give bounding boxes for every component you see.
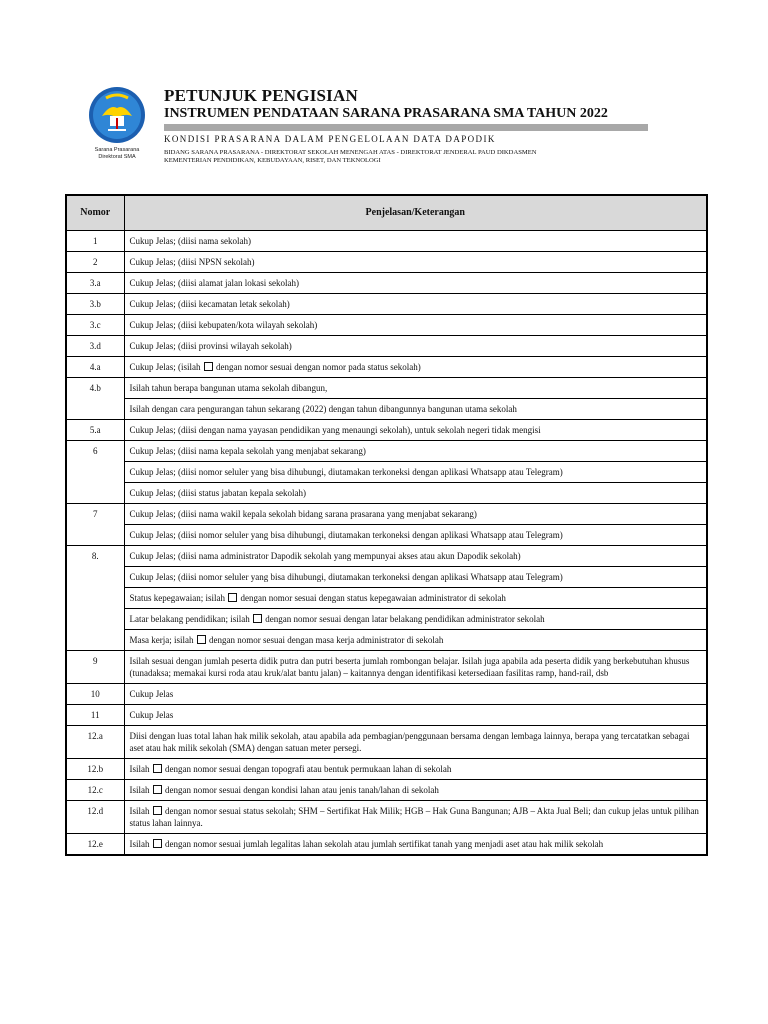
table-row	[66, 705, 707, 726]
row-number: 4.b	[66, 378, 124, 420]
row-description: Isilah dengan cara pengurangan tahun sekarang (2022) dengan tahun dibangunnya bangunan utama sekolah	[124, 399, 707, 420]
table-row	[66, 441, 707, 462]
row-number: 3.b	[66, 294, 124, 315]
table-row	[66, 420, 707, 441]
row-description: Latar belakang pendidikan; isilah dengan nomor sesuai dengan latar belakang pendidikan administrator sekolah	[124, 609, 707, 630]
row-description: Cukup Jelas; (diisi nomor seluler yang bisa dihubungi, diutamakan terkoneksi dengan aplikasi Whatsapp atau Telegram)	[124, 462, 707, 483]
row-description: Cukup Jelas; (isilah dengan nomor sesuai dengan nomor pada status sekolah)	[124, 357, 707, 378]
logo-caption-line1: Sarana Prasarana	[94, 147, 140, 153]
table-row	[66, 759, 707, 780]
table-row	[66, 684, 707, 705]
table-row	[66, 726, 707, 759]
row-description: Status kepegawaian; isilah dengan nomor sesuai dengan status kepegawaian administrator di sekolah	[124, 588, 707, 609]
row-description: Masa kerja; isilah dengan nomor sesuai dengan masa kerja administrator di sekolah	[124, 630, 707, 651]
row-number: 6	[66, 441, 124, 504]
logo	[86, 86, 148, 161]
table-row	[66, 294, 707, 315]
checkbox-square-icon	[153, 785, 162, 794]
table-row	[66, 567, 707, 588]
table-row	[66, 462, 707, 483]
table-row	[66, 378, 707, 399]
row-number: 5.a	[66, 420, 124, 441]
table-row	[66, 357, 707, 378]
table-row	[66, 273, 707, 294]
table-body	[66, 231, 707, 856]
row-description: Diisi dengan luas total lahan hak milik sekolah, atau apabila ada pembagian/penggunaan bersama dengan lembaga lainnya, berapa yang tercatatkan sebagai aset atau hak milik sekolah (SMA) dengan satuan meter persegi.	[124, 726, 707, 759]
table-row	[66, 336, 707, 357]
checkbox-square-icon	[153, 839, 162, 848]
header-nomor: Nomor	[66, 195, 124, 231]
meta-line3: KEMENTERIAN PENDIDIKAN, KEBUDAYAAN, RISET, DAN TEKNOLOGI	[164, 156, 381, 164]
checkbox-square-icon	[153, 806, 162, 815]
row-description: Isilah dengan nomor sesuai dengan topografi atau bentuk permukaan lahan di sekolah	[124, 759, 707, 780]
row-description: Isilah tahun berapa bangunan utama sekolah dibangun,	[124, 378, 707, 399]
meta-line2: BIDANG SARANA PRASARANA - DIREKTORAT SEKOLAH MENENGAH ATAS - DIREKTORAT JENDERAL PAUD DIKDASMEN	[164, 149, 537, 156]
table-header-row	[66, 195, 707, 231]
table-row	[66, 546, 707, 567]
table-row	[66, 315, 707, 336]
page-subtitle: INSTRUMEN PENDATAAN SARANA PRASARANA SMA TAHUN 2022	[164, 106, 608, 121]
row-number: 7	[66, 504, 124, 546]
row-description: Cukup Jelas; (diisi kecamatan letak sekolah)	[124, 294, 707, 315]
table-row	[66, 588, 707, 609]
row-description: Cukup Jelas; (diisi nama wakil kepala sekolah bidang sarana prasarana yang menjabat sekarang)	[124, 504, 707, 525]
checkbox-square-icon	[204, 362, 213, 371]
table-row	[66, 483, 707, 504]
row-description: Cukup Jelas; (diisi nama administrator Dapodik sekolah yang mempunyai akses atau akun Dapodik sekolah)	[124, 546, 707, 567]
table-row	[66, 630, 707, 651]
row-description: Cukup Jelas; (diisi alamat jalan lokasi sekolah)	[124, 273, 707, 294]
table-row	[66, 834, 707, 856]
tut-wuri-handayani-logo-icon	[88, 86, 146, 144]
row-description: Cukup Jelas	[124, 705, 707, 726]
logo-caption-line2: Direktorat SMA	[98, 154, 136, 160]
row-number: 2	[66, 252, 124, 273]
row-description: Cukup Jelas; (diisi nama sekolah)	[124, 231, 707, 252]
table-row	[66, 525, 707, 546]
row-description: Cukup Jelas; (diisi kebupaten/kota wilayah sekolah)	[124, 315, 707, 336]
row-description: Isilah dengan nomor sesuai dengan kondisi lahan atau jenis tanah/lahan di sekolah	[124, 780, 707, 801]
row-number: 1	[66, 231, 124, 252]
checkbox-square-icon	[153, 764, 162, 773]
row-description: Cukup Jelas; (diisi nomor seluler yang bisa dihubungi, diutamakan terkoneksi dengan aplikasi Whatsapp atau Telegram)	[124, 567, 707, 588]
row-number: 3.a	[66, 273, 124, 294]
row-number: 12.d	[66, 801, 124, 834]
checkbox-square-icon	[253, 614, 262, 623]
row-number: 3.d	[66, 336, 124, 357]
table-row	[66, 651, 707, 684]
row-description: Cukup Jelas; (diisi nama kepala sekolah yang menjabat sekarang)	[124, 441, 707, 462]
table-row	[66, 609, 707, 630]
table-row	[66, 231, 707, 252]
row-number: 3.c	[66, 315, 124, 336]
meta-line1: KONDISI PRASARANA DALAM PENGELOLAAN DATA DAPODIK	[164, 134, 496, 144]
row-description: Cukup Jelas; (diisi status jabatan kepala sekolah)	[124, 483, 707, 504]
row-number: 4.a	[66, 357, 124, 378]
row-number: 11	[66, 705, 124, 726]
instructions-table	[65, 194, 708, 856]
row-number: 12.e	[66, 834, 124, 856]
row-description: Isilah sesuai dengan jumlah peserta didik putra dan putri beserta jumlah rombongan belajar. Isilah juga apabila ada peserta didik yang berkebutuhan khusus (tunadaksa; memakai kursi roda atau kruk/alat bantu jalan) – kaitannya dengan identifikasi ketersediaan fasilitas ramp, hand-rail, dsb	[124, 651, 707, 684]
row-description: Cukup Jelas; (diisi NPSN sekolah)	[124, 252, 707, 273]
meta-block	[164, 149, 537, 164]
table-row	[66, 780, 707, 801]
row-description: Cukup Jelas; (diisi provinsi wilayah sekolah)	[124, 336, 707, 357]
row-description: Isilah dengan nomor sesuai status sekolah; SHM – Sertifikat Hak Milik; HGB – Hak Guna Bangunan; AJB – Akta Jual Beli; dan cukup jelas untuk pilihan status lahan lainnya.	[124, 801, 707, 834]
logo-caption	[86, 147, 148, 161]
table-row	[66, 801, 707, 834]
table-row	[66, 504, 707, 525]
page-title: PETUNJUK PENGISIAN	[164, 86, 358, 105]
header-keterangan: Penjelasan/Keterangan	[124, 195, 707, 231]
row-description: Cukup Jelas; (diisi nomor seluler yang bisa dihubungi, diutamakan terkoneksi dengan aplikasi Whatsapp atau Telegram)	[124, 525, 707, 546]
row-description: Isilah dengan nomor sesuai jumlah legalitas lahan sekolah atau jumlah sertifikat tanah yang menjadi aset atau hak milik sekolah	[124, 834, 707, 856]
row-number: 10	[66, 684, 124, 705]
checkbox-square-icon	[197, 635, 206, 644]
row-number: 12.b	[66, 759, 124, 780]
row-number: 12.a	[66, 726, 124, 759]
table-row	[66, 399, 707, 420]
row-description: Cukup Jelas; (diisi dengan nama yayasan pendidikan yang menaungi sekolah), untuk sekolah negeri tidak mengisi	[124, 420, 707, 441]
row-description: Cukup Jelas	[124, 684, 707, 705]
table-row	[66, 252, 707, 273]
row-number: 12.c	[66, 780, 124, 801]
row-number: 9	[66, 651, 124, 684]
checkbox-square-icon	[228, 593, 237, 602]
divider	[164, 124, 648, 131]
row-number: 8.	[66, 546, 124, 651]
